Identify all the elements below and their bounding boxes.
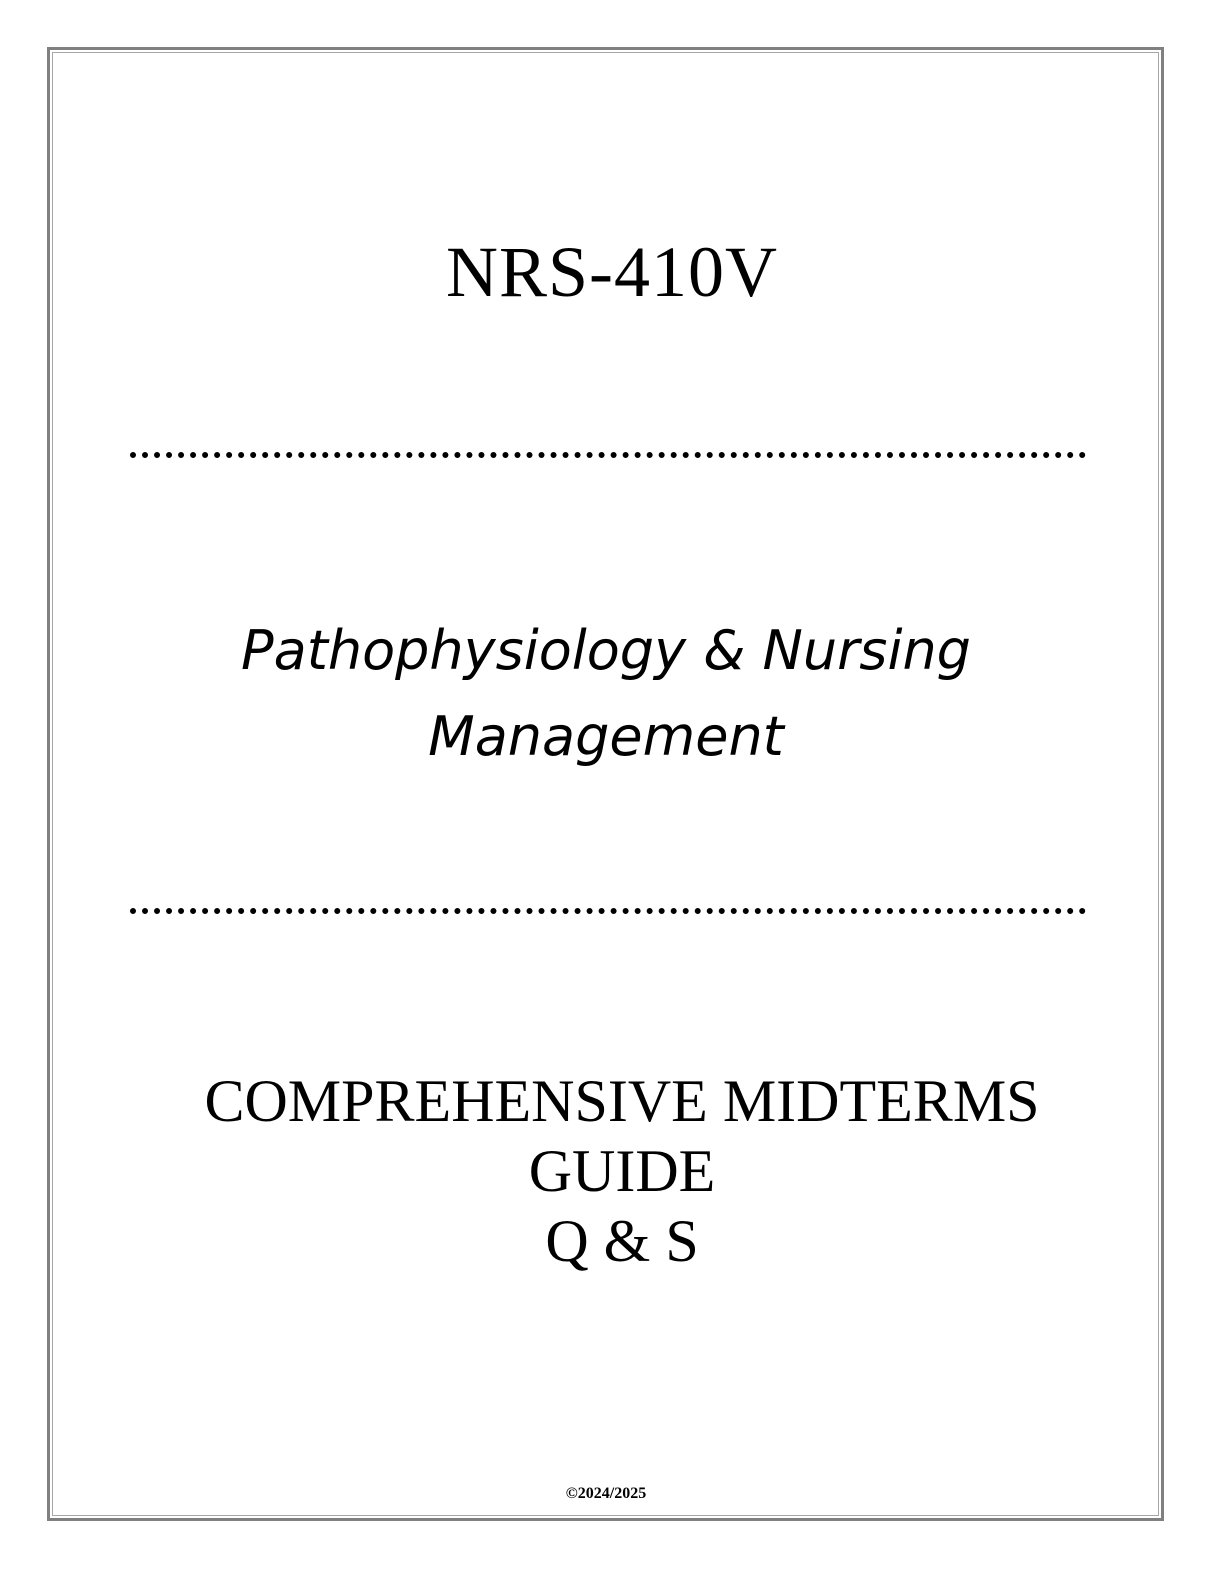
subject-line-2: Management [428, 705, 784, 768]
document-title [0, 1066, 1224, 1276]
dotted-divider-bottom [130, 908, 1086, 914]
title-line-3: Q & S [545, 1208, 699, 1274]
title-line-2: GUIDE [528, 1138, 716, 1204]
dotted-divider-top [130, 452, 1086, 458]
course-code: NRS-410V [445, 232, 779, 312]
subject-title [0, 608, 1212, 780]
title-line-1: COMPREHENSIVE MIDTERMS [204, 1068, 1040, 1134]
copyright-notice: ©2024/2025 [565, 1485, 647, 1502]
subject-line-1: Pathophysiology & Nursing [241, 619, 971, 682]
